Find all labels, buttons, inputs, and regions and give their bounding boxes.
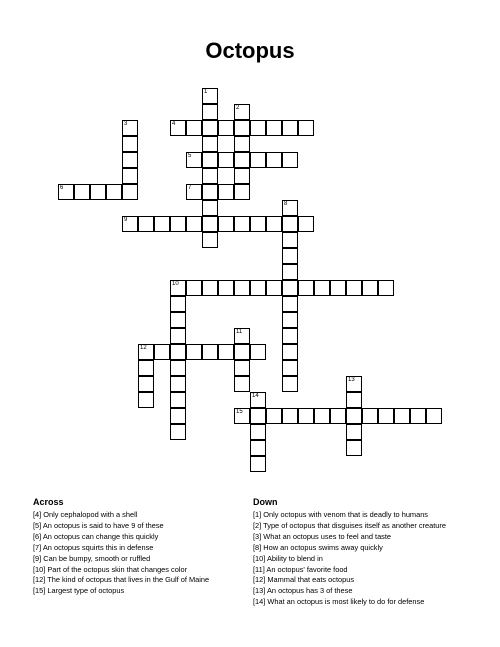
- down-clue: [253, 521, 446, 532]
- clue-text: Part of the octopus skin that changes color: [45, 564, 188, 574]
- crossword-cell[interactable]: [170, 424, 186, 440]
- crossword-cell[interactable]: [202, 152, 218, 168]
- crossword-cell[interactable]: [170, 296, 186, 312]
- clue-text: An octopus has 3 of these: [265, 586, 353, 596]
- crossword-cell[interactable]: [282, 296, 298, 312]
- clue-number: 14: [252, 393, 259, 399]
- crossword-cell[interactable]: [346, 408, 362, 424]
- crossword-cell[interactable]: [90, 184, 106, 200]
- crossword-cell[interactable]: [218, 216, 234, 232]
- crossword-cell[interactable]: [346, 280, 362, 296]
- crossword-cell[interactable]: [362, 408, 378, 424]
- crossword-cell[interactable]: [282, 376, 298, 392]
- clue-text: Ability to blend in: [265, 553, 323, 563]
- crossword-cell[interactable]: [282, 232, 298, 248]
- crossword-cell[interactable]: [250, 280, 266, 296]
- clue-ref: [12]: [33, 575, 46, 585]
- crossword-cell[interactable]: [234, 184, 250, 200]
- page-title: Octopus: [205, 38, 295, 63]
- down-clue: [253, 554, 446, 565]
- crossword-cell[interactable]: [282, 120, 298, 136]
- clue-text: An octopus' favorite food: [264, 564, 348, 574]
- crossword-cell[interactable]: [282, 248, 298, 264]
- across-clue: [33, 575, 209, 586]
- crossword-cell[interactable]: [250, 344, 266, 360]
- clue-number: 12: [140, 345, 147, 351]
- crossword-cell[interactable]: [282, 152, 298, 168]
- crossword-cell[interactable]: [170, 120, 186, 136]
- crossword-cell[interactable]: [282, 280, 298, 296]
- clue-number: 9: [124, 217, 128, 223]
- crossword-cell[interactable]: [170, 312, 186, 328]
- crossword-cell[interactable]: [202, 120, 218, 136]
- crossword-cell[interactable]: [314, 408, 330, 424]
- clue-text: Only octopus with venom that is deadly to humans: [261, 510, 429, 519]
- clue-text: Mammal that eats octopus: [265, 575, 355, 585]
- crossword-cell[interactable]: [314, 280, 330, 296]
- crossword-cell[interactable]: [202, 136, 218, 152]
- crossword-cell[interactable]: [346, 392, 362, 408]
- clue-ref: [5]: [33, 520, 42, 530]
- across-clue: [33, 565, 209, 576]
- down-clue: [253, 510, 446, 521]
- clue-number: 1: [204, 89, 208, 95]
- clue-ref: [1]: [253, 510, 262, 519]
- crossword-cell[interactable]: [282, 328, 298, 344]
- crossword-cell[interactable]: [234, 360, 250, 376]
- crossword-cell[interactable]: [218, 344, 234, 360]
- down-clue: [253, 565, 446, 576]
- across-heading: Across: [33, 497, 64, 507]
- clue-text: Can be bumpy, smooth or ruffled: [41, 553, 151, 563]
- crossword-cell[interactable]: [282, 344, 298, 360]
- crossword-cell[interactable]: [234, 408, 250, 424]
- crossword-cell[interactable]: [234, 152, 250, 168]
- down-clue: [253, 543, 446, 554]
- crossword-cell[interactable]: [282, 216, 298, 232]
- crossword-cell[interactable]: [170, 328, 186, 344]
- crossword-cell[interactable]: [282, 360, 298, 376]
- crossword-cell[interactable]: [234, 168, 250, 184]
- clue-number: 2: [236, 105, 240, 111]
- clue-text: What an octopus uses to feel and taste: [261, 531, 392, 541]
- across-clue-list: [33, 510, 209, 597]
- clue-number: 13: [348, 377, 355, 383]
- clue-ref: [7]: [33, 542, 42, 552]
- crossword-cell[interactable]: [154, 216, 170, 232]
- down-clue-list: [253, 510, 446, 608]
- crossword-cell[interactable]: [186, 120, 202, 136]
- crossword-cell[interactable]: [250, 152, 266, 168]
- across-clue: [33, 532, 209, 543]
- crossword-cell[interactable]: [138, 360, 154, 376]
- crossword-cell[interactable]: [266, 408, 282, 424]
- clue-ref: [10]: [253, 553, 266, 563]
- crossword-cell[interactable]: [346, 440, 362, 456]
- crossword-cell[interactable]: [378, 280, 394, 296]
- crossword-cell[interactable]: [170, 360, 186, 376]
- crossword-cell[interactable]: [410, 408, 426, 424]
- crossword-cell[interactable]: [266, 280, 282, 296]
- crossword-cell[interactable]: [298, 216, 314, 232]
- crossword-cell[interactable]: [138, 344, 154, 360]
- crossword-cell[interactable]: [218, 280, 234, 296]
- clue-text: Type of octopus that disguises itself as another creature: [261, 520, 446, 530]
- crossword-cell[interactable]: [170, 216, 186, 232]
- crossword-cell[interactable]: [234, 136, 250, 152]
- clue-ref: [13]: [253, 586, 266, 596]
- crossword-cell[interactable]: [330, 408, 346, 424]
- crossword-cell[interactable]: [170, 392, 186, 408]
- crossword-cell[interactable]: [218, 152, 234, 168]
- clue-ref: [12]: [253, 575, 266, 585]
- crossword-cell[interactable]: [298, 408, 314, 424]
- crossword-cell[interactable]: [250, 424, 266, 440]
- crossword-cell[interactable]: [202, 88, 218, 104]
- across-clue: [33, 510, 209, 521]
- crossword-cell[interactable]: [122, 168, 138, 184]
- crossword-cell[interactable]: [234, 104, 250, 120]
- crossword-cell[interactable]: [234, 120, 250, 136]
- crossword-cell[interactable]: [218, 184, 234, 200]
- crossword-cell[interactable]: [250, 216, 266, 232]
- crossword-cell[interactable]: [250, 120, 266, 136]
- crossword-cell[interactable]: [282, 264, 298, 280]
- clue-ref: [9]: [33, 553, 42, 563]
- crossword-cell[interactable]: [234, 280, 250, 296]
- crossword-cell[interactable]: [122, 216, 138, 232]
- down-clue: [253, 597, 446, 608]
- crossword-cell[interactable]: [346, 376, 362, 392]
- down-clue: [253, 532, 446, 543]
- crossword-cell[interactable]: [250, 408, 266, 424]
- clue-ref: [3]: [253, 531, 262, 541]
- across-clue: [33, 521, 209, 532]
- clue-text: An octopus is said to have 9 of these: [41, 520, 164, 530]
- crossword-cell[interactable]: [378, 408, 394, 424]
- crossword-cell[interactable]: [298, 280, 314, 296]
- crossword-cell[interactable]: [186, 184, 202, 200]
- clue-ref: [6]: [33, 531, 42, 541]
- crossword-cell[interactable]: [170, 376, 186, 392]
- crossword-cell[interactable]: [282, 312, 298, 328]
- clue-number: 15: [236, 409, 243, 415]
- crossword-cell[interactable]: [234, 376, 250, 392]
- clue-text: What an octopus is most likely to do for defense: [265, 597, 425, 607]
- crossword-cell[interactable]: [218, 120, 234, 136]
- clue-text: How an octopus swims away quickly: [261, 542, 383, 552]
- crossword-cell[interactable]: [122, 120, 138, 136]
- clue-ref: [8]: [253, 542, 262, 552]
- clue-ref: [4]: [33, 510, 42, 519]
- crossword-cell[interactable]: [186, 280, 202, 296]
- clue-number: 11: [236, 329, 243, 335]
- crossword-cell[interactable]: [346, 424, 362, 440]
- crossword-cell[interactable]: [234, 328, 250, 344]
- crossword-cell[interactable]: [298, 120, 314, 136]
- clue-text: Only cephalopod with a shell: [41, 510, 138, 519]
- crossword-cell[interactable]: [202, 280, 218, 296]
- clue-text: An octopus can change this quickly: [41, 531, 159, 541]
- across-clues: [33, 497, 209, 597]
- crossword-cell[interactable]: [170, 408, 186, 424]
- crossword-cell[interactable]: [426, 408, 442, 424]
- crossword-cell[interactable]: [362, 280, 378, 296]
- clue-number: 10: [172, 281, 179, 287]
- crossword-cell[interactable]: [266, 216, 282, 232]
- clue-text: Largest type of octopus: [45, 586, 125, 596]
- crossword-cell[interactable]: [282, 200, 298, 216]
- crossword-cell[interactable]: [202, 104, 218, 120]
- crossword-cell[interactable]: [186, 344, 202, 360]
- crossword-cell[interactable]: [250, 392, 266, 408]
- clue-number: 5: [188, 153, 192, 159]
- crossword-cell[interactable]: [186, 152, 202, 168]
- across-clue: [33, 586, 209, 597]
- clue-ref: [11]: [253, 564, 265, 574]
- crossword-cell[interactable]: [282, 408, 298, 424]
- crossword-cell[interactable]: [202, 344, 218, 360]
- crossword-cell[interactable]: [202, 232, 218, 248]
- clue-number: 8: [284, 201, 288, 207]
- crossword-cell[interactable]: [122, 136, 138, 152]
- crossword-cell[interactable]: [250, 456, 266, 472]
- crossword-cell[interactable]: [202, 200, 218, 216]
- clue-ref: [15]: [33, 586, 46, 596]
- crossword-cell[interactable]: [106, 184, 122, 200]
- across-clue: [33, 554, 209, 565]
- crossword-cell[interactable]: [330, 280, 346, 296]
- crossword-cell[interactable]: [122, 184, 138, 200]
- down-clue: [253, 575, 446, 586]
- crossword-cell[interactable]: [170, 280, 186, 296]
- down-heading: Down: [253, 497, 278, 507]
- crossword-cell[interactable]: [138, 392, 154, 408]
- clue-ref: [10]: [33, 564, 46, 574]
- crossword-cell[interactable]: [202, 168, 218, 184]
- clue-number: 4: [172, 121, 176, 127]
- crossword-cell[interactable]: [170, 344, 186, 360]
- crossword-cell[interactable]: [202, 216, 218, 232]
- clue-number: 7: [188, 185, 192, 191]
- clue-text: An octopus squirts this in defense: [41, 542, 154, 552]
- crossword-cell[interactable]: [266, 120, 282, 136]
- crossword-cell[interactable]: [154, 344, 170, 360]
- crossword-cell[interactable]: [234, 344, 250, 360]
- clue-ref: [14]: [253, 597, 266, 607]
- crossword-cell[interactable]: [138, 216, 154, 232]
- crossword-cell[interactable]: [74, 184, 90, 200]
- crossword-cell[interactable]: [186, 216, 202, 232]
- crossword-cell[interactable]: [394, 408, 410, 424]
- clue-ref: [2]: [253, 520, 262, 530]
- clue-text: The kind of octopus that lives in the Gulf of Maine: [45, 575, 210, 585]
- clue-number: 6: [60, 185, 64, 191]
- down-clue: [253, 586, 446, 597]
- crossword-cell[interactable]: [122, 152, 138, 168]
- crossword-cell[interactable]: [202, 184, 218, 200]
- crossword-cell[interactable]: [234, 216, 250, 232]
- clue-number: 3: [124, 121, 128, 127]
- crossword-cell[interactable]: [250, 440, 266, 456]
- down-clues: [253, 497, 446, 608]
- crossword-cell[interactable]: [138, 376, 154, 392]
- crossword-cell[interactable]: [58, 184, 74, 200]
- across-clue: [33, 543, 209, 554]
- crossword-cell[interactable]: [266, 152, 282, 168]
